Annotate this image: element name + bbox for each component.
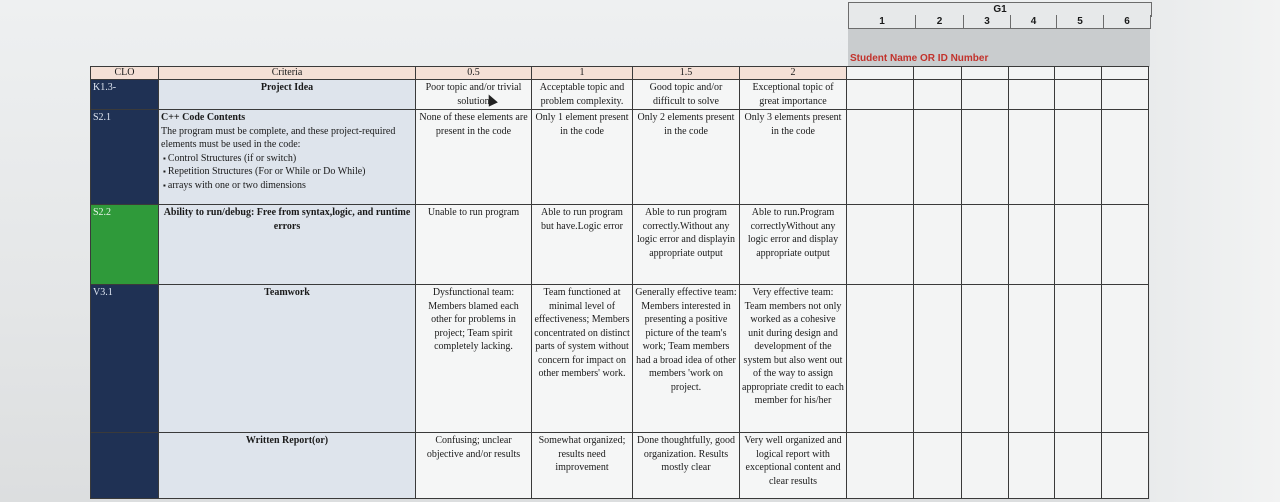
score-cell[interactable]: [1055, 285, 1102, 433]
header-row: [91, 67, 1149, 80]
grade-col-3[interactable]: 3: [963, 15, 1011, 29]
criteria-bullets: [161, 152, 413, 193]
descriptor-cell[interactable]: Able to run program correctly.Without any logic error and displayin appropriate output: [633, 205, 740, 285]
score-cell[interactable]: [847, 110, 914, 205]
rubric-row-code-contents: [91, 110, 1149, 205]
criteria-title[interactable]: Ability to run/debug: Free from syntax,logic, and runtime errors: [159, 205, 416, 285]
score-cell[interactable]: [914, 110, 962, 205]
level-header[interactable]: 1.5: [633, 67, 740, 80]
score-cell[interactable]: [962, 433, 1009, 499]
score-cell[interactable]: [962, 205, 1009, 285]
background-wall: [1150, 0, 1280, 502]
bullet-item: ▪ Repetition Structures (For or While or Do While): [163, 165, 413, 179]
rubric-row-teamwork: [91, 285, 1149, 433]
level-header[interactable]: 1: [532, 67, 633, 80]
grade-col-1[interactable]: 1: [848, 15, 916, 29]
descriptor-cell[interactable]: Very well organized and logical report with exceptional content and clear results: [740, 433, 847, 499]
score-cell[interactable]: [1009, 285, 1055, 433]
score-cell[interactable]: [914, 285, 962, 433]
level-header[interactable]: 0.5: [416, 67, 532, 80]
score-cell[interactable]: [962, 110, 1009, 205]
descriptor-cell[interactable]: Exceptional topic of great importance: [740, 80, 847, 110]
bullet-item: ▪ arrays with one or two dimensions: [163, 179, 413, 193]
criteria-title[interactable]: Teamwork: [159, 285, 416, 433]
grade-col-5[interactable]: 5: [1056, 15, 1104, 29]
descriptor-cell[interactable]: Dysfunctional team: Members blamed each other for problems in project; Team spirit completely lacking.: [416, 285, 532, 433]
score-cell[interactable]: [962, 80, 1009, 110]
clo-cell[interactable]: V3.1: [91, 285, 159, 433]
descriptor-cell[interactable]: Confusing; unclear objective and/or results: [416, 433, 532, 499]
descriptor-cell[interactable]: Able to run.Program correctlyWithout any logic error and display appropriate output: [740, 205, 847, 285]
descriptor-cell[interactable]: Unable to run program: [416, 205, 532, 285]
descriptor-cell[interactable]: None of these elements are present in the code: [416, 110, 532, 205]
rubric-row-written-report: [91, 433, 1149, 499]
clo-cell[interactable]: S2.1: [91, 110, 159, 205]
rubric-row-project-idea: [91, 80, 1149, 110]
score-cell[interactable]: [962, 285, 1009, 433]
descriptor-cell[interactable]: Good topic and/or difficult to solve: [633, 80, 740, 110]
descriptor-cell[interactable]: Only 2 elements present in the code: [633, 110, 740, 205]
score-cell[interactable]: [1102, 205, 1149, 285]
clo-header[interactable]: CLO: [91, 67, 159, 80]
criteria-title: C++ Code Contents: [161, 112, 246, 123]
descriptor-cell[interactable]: Only 1 element present in the code: [532, 110, 633, 205]
descriptor-cell[interactable]: Team functioned at minimal level of effectiveness; Members concentrated on distinct parts of system without concern for impact on other members' work.: [532, 285, 633, 433]
descriptor-cell[interactable]: Poor topic and/or trivial solution: [416, 80, 532, 110]
descriptor-cell[interactable]: Very effective team: Team members not only worked as a cohesive unit during design and development of the system but also went out of the way to assign appropriate credit to each member for his/her: [740, 285, 847, 433]
score-cell[interactable]: [1055, 205, 1102, 285]
score-cell[interactable]: [847, 285, 914, 433]
score-cell[interactable]: [914, 80, 962, 110]
criteria-title[interactable]: Project Idea: [159, 80, 416, 110]
score-cell[interactable]: [914, 205, 962, 285]
score-cell[interactable]: [847, 67, 914, 80]
score-cell[interactable]: [847, 205, 914, 285]
score-cell[interactable]: [1009, 205, 1055, 285]
clo-cell[interactable]: K1.3-: [91, 80, 159, 110]
score-cell[interactable]: [1009, 110, 1055, 205]
score-cell[interactable]: [962, 67, 1009, 80]
descriptor-cell[interactable]: Able to run program but have.Logic error: [532, 205, 633, 285]
student-label[interactable]: Student Name OR ID Number: [850, 53, 989, 64]
grade-col-2[interactable]: 2: [915, 15, 964, 29]
score-cell[interactable]: [1009, 67, 1055, 80]
score-cell[interactable]: [914, 433, 962, 499]
rubric-row-run-debug: [91, 205, 1149, 285]
rubric-table: [90, 66, 1149, 499]
clo-cell[interactable]: [91, 433, 159, 499]
score-cell[interactable]: [847, 433, 914, 499]
criteria-title[interactable]: Written Report(or): [159, 433, 416, 499]
score-cell[interactable]: [1102, 80, 1149, 110]
descriptor-cell[interactable]: Only 3 elements present in the code: [740, 110, 847, 205]
descriptor-cell[interactable]: Somewhat organized; results need improvement: [532, 433, 633, 499]
descriptor-cell[interactable]: Acceptable topic and problem complexity.: [532, 80, 633, 110]
descriptor-cell[interactable]: Done thoughtfully, good organization. Results mostly clear: [633, 433, 740, 499]
score-cell[interactable]: [1102, 285, 1149, 433]
score-cell[interactable]: [1055, 67, 1102, 80]
descriptor-cell[interactable]: Generally effective team: Members interested in presenting a positive picture of the team's work; Team members had a broad idea of other members 'work on project.: [633, 285, 740, 433]
level-header[interactable]: 2: [740, 67, 847, 80]
criteria-text: The program must be complete, and these project-required elements must be used in the code:: [161, 125, 396, 150]
score-cell[interactable]: [1102, 433, 1149, 499]
score-cell[interactable]: [1102, 110, 1149, 205]
score-cell[interactable]: [1055, 80, 1102, 110]
score-cell[interactable]: [1055, 433, 1102, 499]
grade-col-6[interactable]: 6: [1103, 15, 1151, 29]
score-cell[interactable]: [1009, 433, 1055, 499]
score-cell[interactable]: [847, 80, 914, 110]
clo-cell[interactable]: S2.2: [91, 205, 159, 285]
score-cell[interactable]: [1055, 110, 1102, 205]
score-cell[interactable]: [1009, 80, 1055, 110]
grade-col-4[interactable]: 4: [1010, 15, 1057, 29]
score-cell[interactable]: [914, 67, 962, 80]
score-cell[interactable]: [1102, 67, 1149, 80]
criteria-header[interactable]: Criteria: [159, 67, 416, 80]
criteria-cell[interactable]: [159, 110, 416, 205]
bullet-item: ▪ Control Structures (if or switch): [163, 152, 413, 166]
group-header[interactable]: G1: [848, 2, 1152, 17]
